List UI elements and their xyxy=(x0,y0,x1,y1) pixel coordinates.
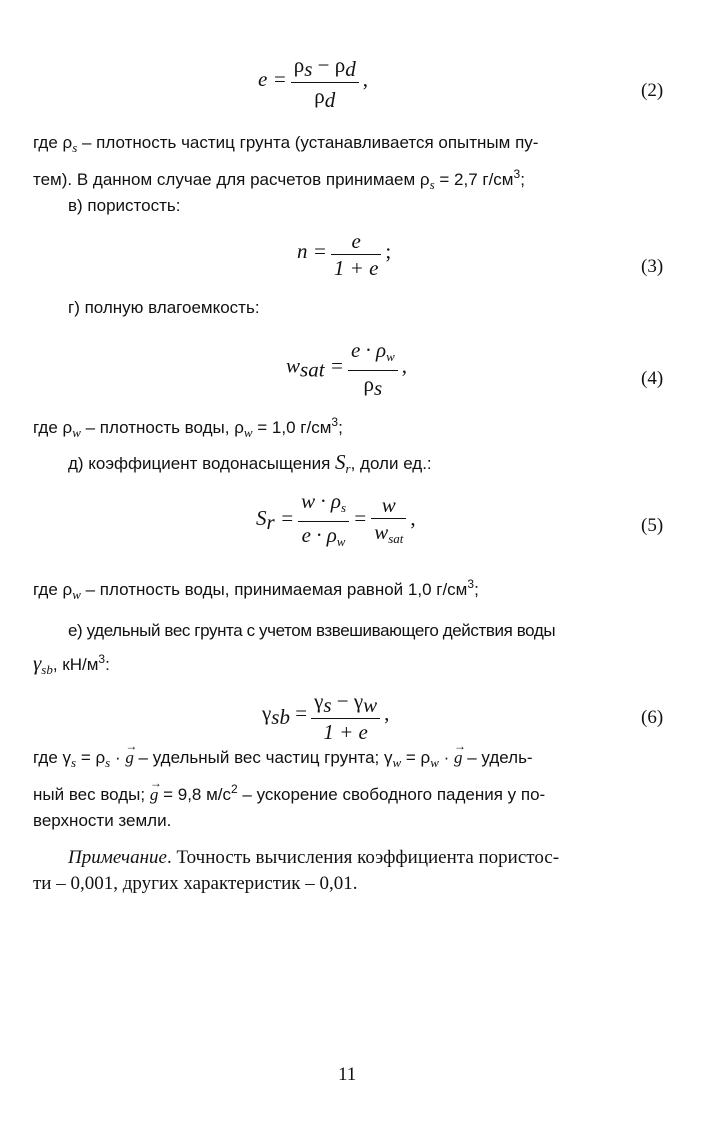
equation-2: e = $\frac{\rho_s - \rho_d}{\rho_d}$ , xyxy=(258,53,368,112)
equation-5: $S_r$ = $\frac{w \cdot \rho_s}{e \cdot \rho_w}$ = $\frac{w}{w_{sat}}$ , xyxy=(256,489,416,549)
item-moisture-capacity: г) полную влагоемкость: xyxy=(68,298,260,317)
item-submerged-weight: е) удельный вес грунта с учетом взвешивающего действия воды xyxy=(68,621,556,640)
item-saturation: д) коэффициент водонасыщения $S_r$, доли ед.: xyxy=(68,450,432,476)
paragraph-rho-w: где $\rho_w$ – плотность воды, $\rho_w = 1,0$ $г/см^3$; xyxy=(33,415,343,440)
equation-number-5: (5) xyxy=(641,515,664,536)
equation-number-4: (4) xyxy=(641,368,664,389)
item-porosity: в) пористость: xyxy=(68,196,181,215)
equation-4: $w_{sat}$ = $\frac{e \cdot \rho_w}{\rho_s}$ , xyxy=(286,338,408,400)
note: Примечание. Точность вычисления коэффициента пористос- ти – 0,001, других характеристик – 0,01. xyxy=(33,847,560,894)
equation-number-3: (3) xyxy=(641,256,664,277)
page-number: 11 xyxy=(338,1064,357,1085)
equation-number-2: (2) xyxy=(641,80,664,101)
note-label: Примечание xyxy=(68,847,167,868)
paragraph-rho-s: где $\rho_s$ – плотность частиц грунта (устанавливается опытным пу- тем). В данном случае для расчетов принимаем $\rho_s = 2,7$ $г/см^3$; xyxy=(33,133,539,192)
equation-6: $\gamma_{sb}$ = $\frac{\gamma_s - \gamma_w}{1 + e}$ , xyxy=(262,689,390,744)
paragraph-gamma-definitions: где $\gamma_s = \rho_s$ · → g – удельный вес частиц грунта; $\gamma_w = \rho_w$ · → g – удель- ный вес воды; → g = 9,8 $м/с^2$ – ускорение свободного падения у по- верхности земли. xyxy=(33,745,693,834)
item-submerged-weight-unit: $\gamma_{sb}$, $кН/м^3$: xyxy=(33,651,110,677)
equation-3: n = $\frac{e}{1 + e}$ ; xyxy=(297,229,392,280)
equation-number-6: (6) xyxy=(641,707,664,728)
paragraph-rho-w-2: где $\rho_w$ – плотность воды, принимаемая равной 1,0 $г/см^3$; xyxy=(33,577,479,602)
